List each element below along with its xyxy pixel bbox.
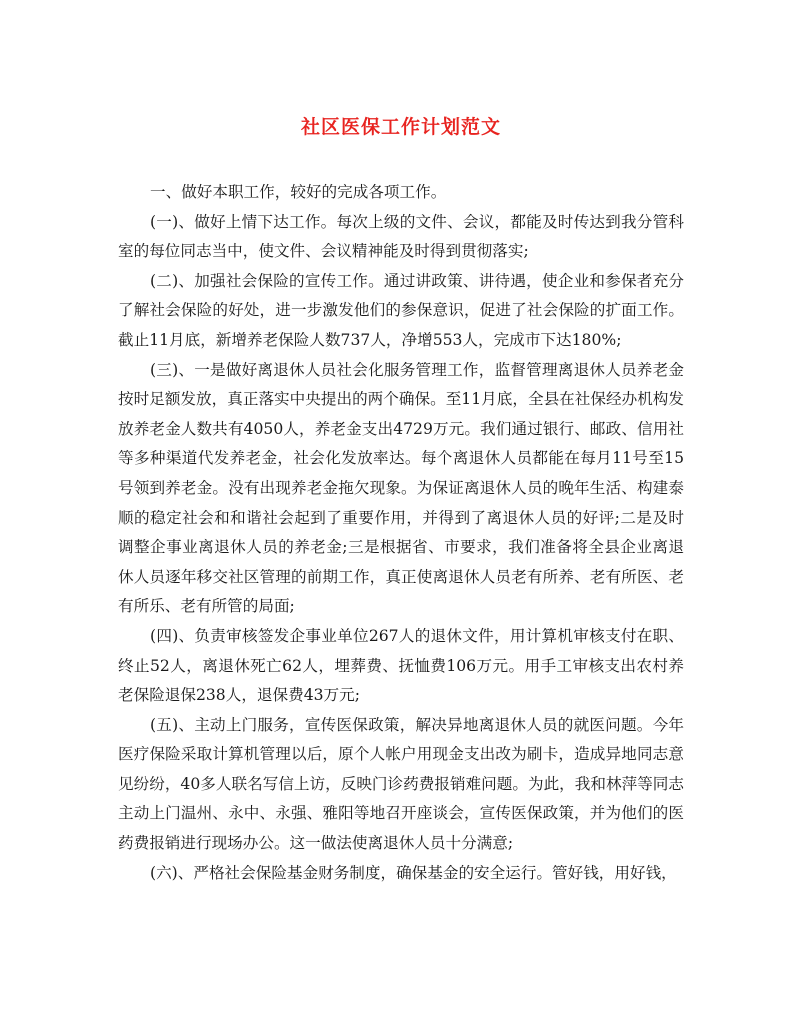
paragraph-item-6: (六)、严格社会保险基金财务制度，确保基金的安全运行。管好钱，用好钱， [150,863,677,882]
paragraph-item-4: (四)、负责审核签发企事业单位267人的退休文件，用计算机审核支付在职、终止52人，离退休死亡62人，埋葬费、抚恤费106万元。用手工审核支出农村养老保险退保238人，退保费43万元; [118,626,684,705]
paragraph-item-5: (五)、主动上门服务，宣传医保政策，解决异地离退休人员的就医问题。今年医疗保险采取计算机管理以后，原个人帐户用现金支出改为刷卡，造成异地同志意见纷纷，40多人联名写信上访，反映门诊药费报销难问题。为此，我和林萍等同志主动上门温州、永中、永强、雅阳等地召开座谈会，宣传医保政策，并为他们的医药费报销进行现场办公。这一做法使离退休人员十分满意; [118,715,684,853]
document-title: 社区医保工作计划范文 [300,116,501,138]
paragraph-item-1: (一)、做好上情下达工作。每次上级的文件、会议，都能及时传达到我分管科室的每位同志当中，使文件、会议精神能及时得到贯彻落实; [118,212,684,261]
paragraph-heading-one: 一、做好本职工作，较好的完成各项工作。 [150,183,447,201]
document-body [118,178,684,888]
paragraph-item-3: (三)、一是做好离退休人员社会化服务管理工作，监督管理离退休人员养老金按时足额发放，真正落实中央提出的两个确保。至11月底，全县在社保经办机构发放养老金人数共有4050人，养老金支出4729万元。我们通过银行、邮政、信用社等多种渠道代发养老金，社会化发放率达。每个离退休人员都能在每月11号至15号领到养老金。没有出现养老金拖欠现象。为保证离退休人员的晚年生活、构建泰顺的稳定社会和和谐社会起到了重要作用，并得到了离退休人员的好评;二是及时调整企事业离退休人员的养老金;三是根据省、市要求，我们准备将全县企业离退休人员逐年移交社区管理的前期工作，真正使离退休人员老有所养、老有所医、老有所乐、老有所管的局面; [118,360,684,616]
paragraph-item-2: (二)、加强社会保险的宣传工作。通过讲政策、讲待遇，使企业和参保者充分了解社会保险的好处，进一步激发他们的参保意识，促进了社会保险的扩面工作。截止11月底，新增养老保险人数737人，净增553人，完成市下达180%; [118,271,684,349]
